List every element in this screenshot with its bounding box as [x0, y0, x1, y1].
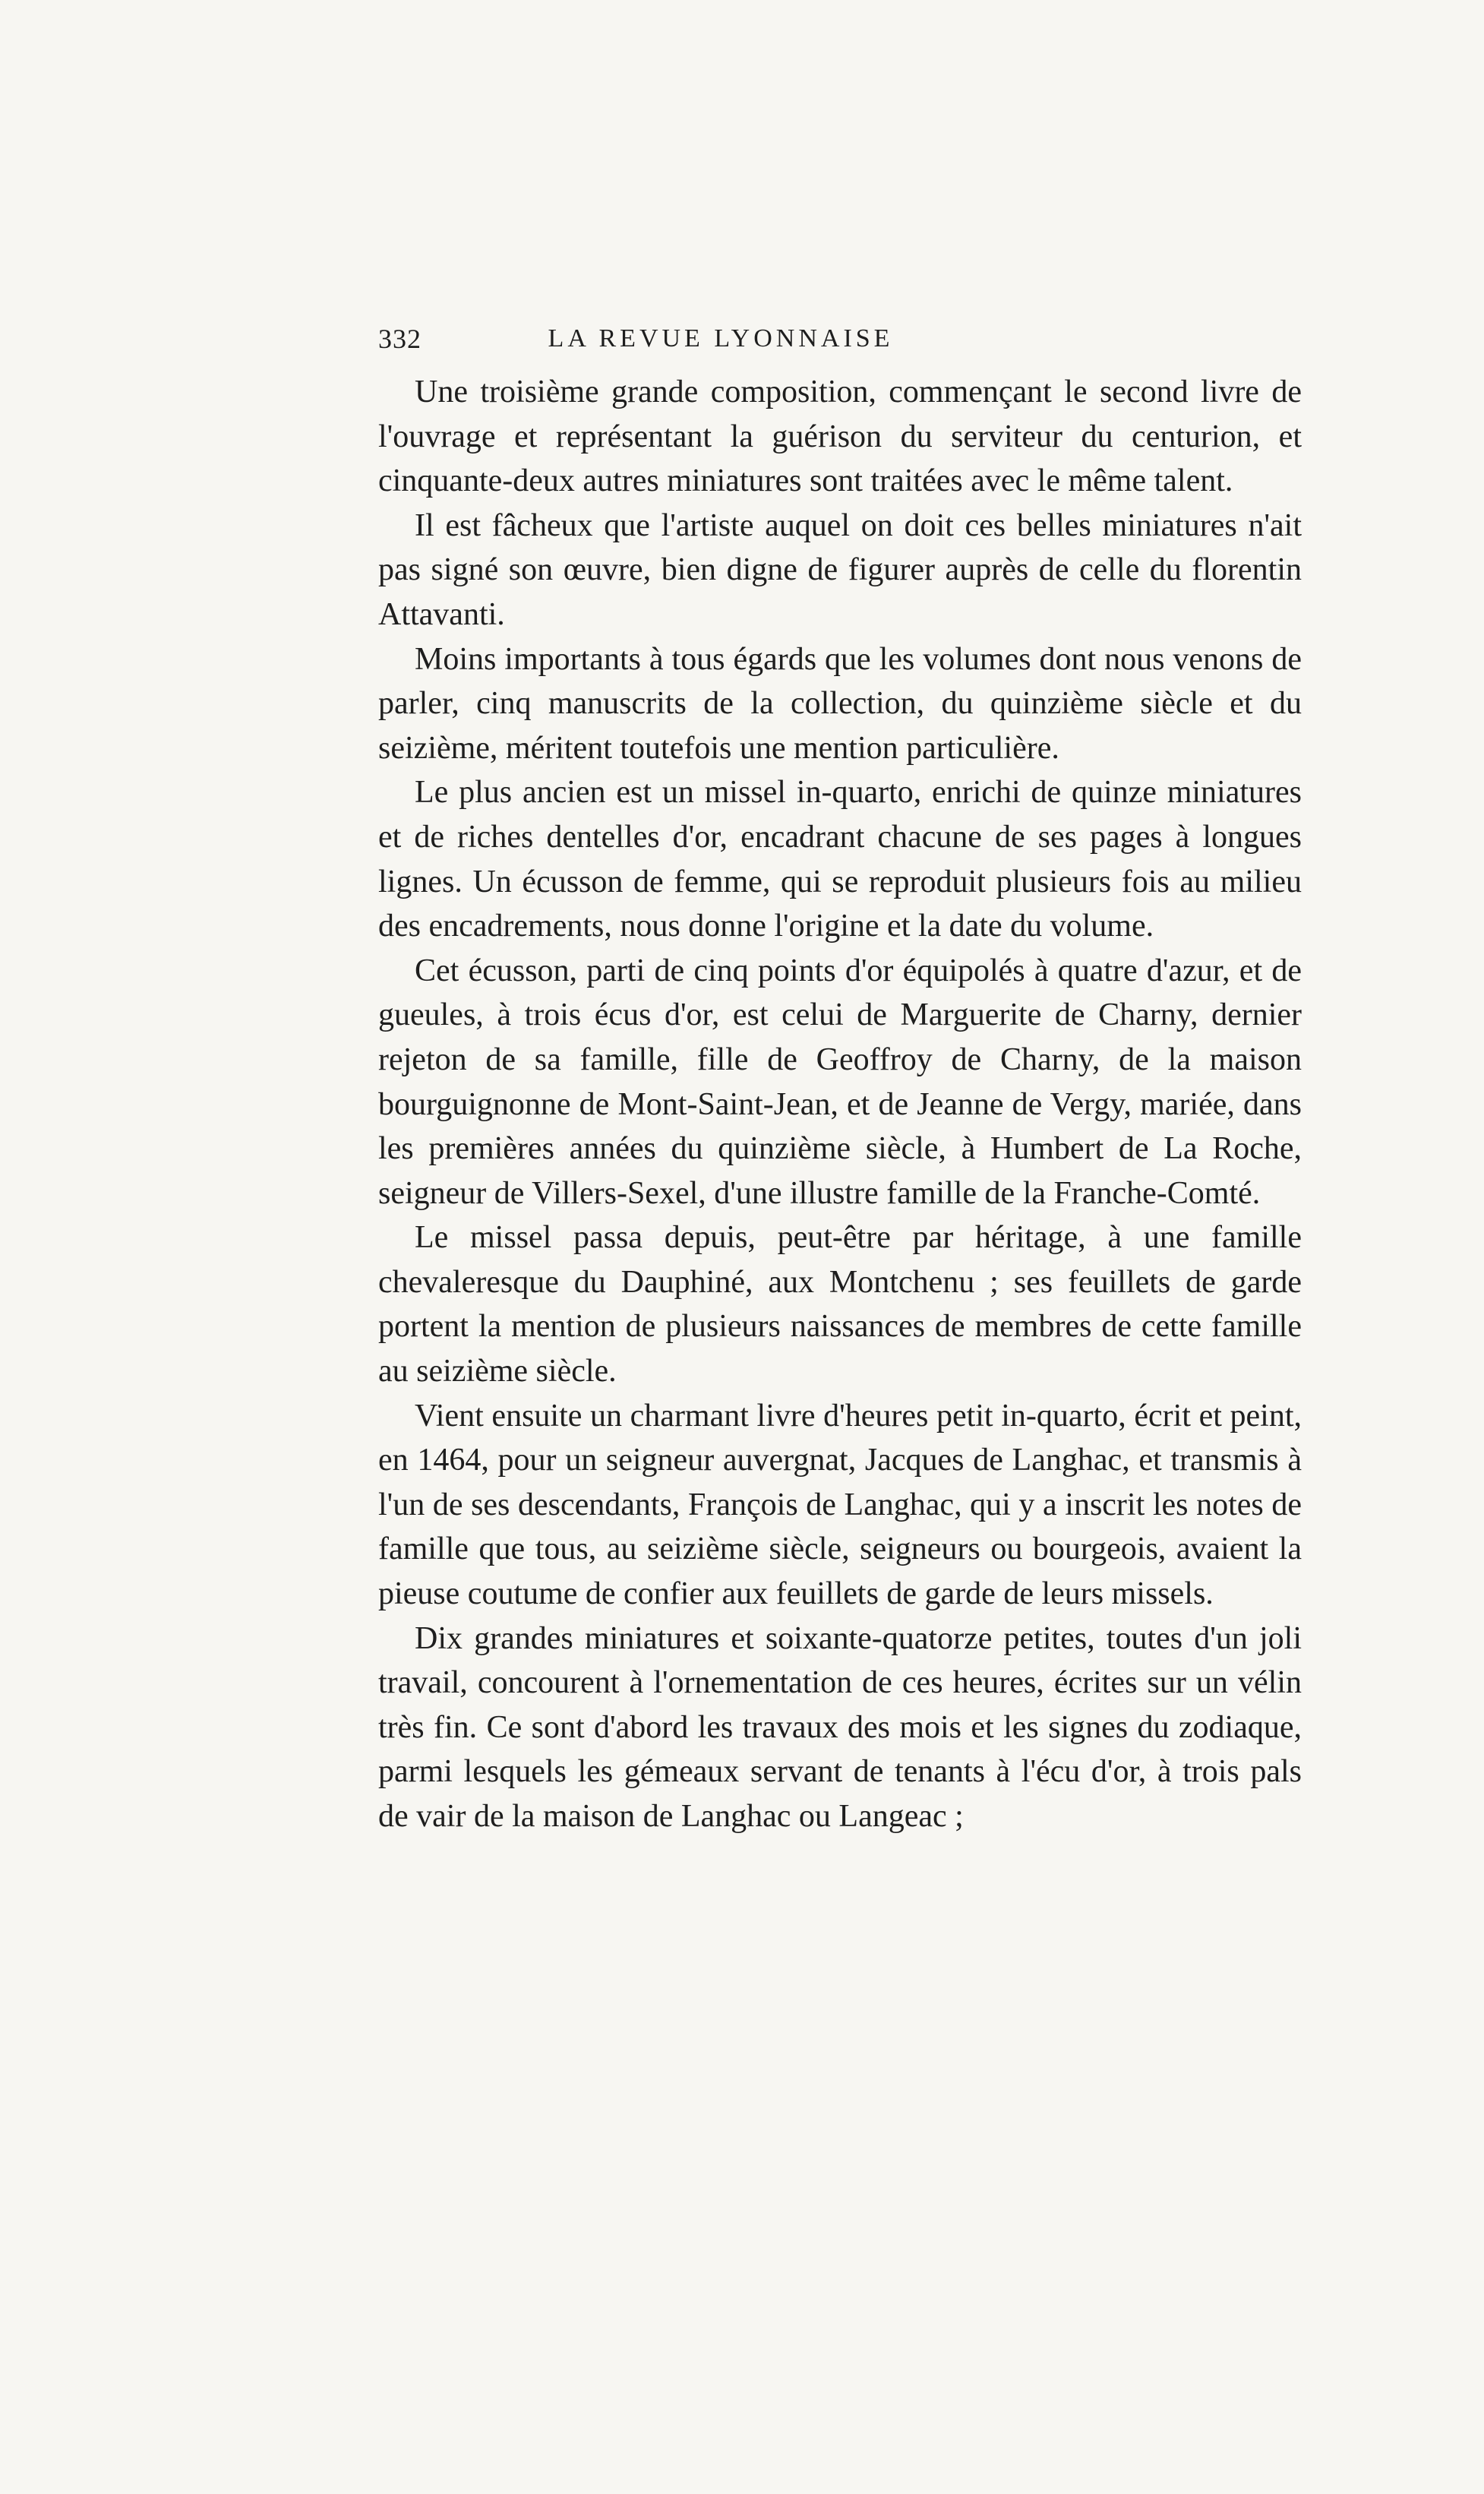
body-text — [378, 370, 1302, 1839]
paragraph: Dix grandes miniatures et soixante-quatorze petites, toutes d'un joli travail, concourent à l'ornementation de ces heures, écrites sur un vélin très fin. Ce sont d'abord les travaux des mois et les signes du zodiaque, parmi lesquels les gémeaux servant de tenants à l'écu d'or, à trois pals de vair de la maison de Langhac ou Langeac ; — [378, 1620, 1302, 1834]
paragraph: Cet écusson, parti de cinq points d'or équipolés à quatre d'azur, et de gueules, à trois écus d'or, est celui de Marguerite de Charny, dernier rejeton de sa famille, fille de Geoffroy de Charny, de la maison bourguignonne de Mont-Saint-Jean, et de Jeanne de Vergy, mariée, dans les premières années du quinzième siècle, à Humbert de La Roche, seigneur de Villers-Sexel, d'une illustre famille de la Franche-Comté. — [378, 953, 1302, 1211]
page-number: 332 — [378, 324, 422, 354]
paragraph: Moins importants à tous égards que les volumes dont nous venons de parler, cinq manuscrits de la collection, du quinzième siècle et du seizième, méritent toutefois une mention particulière. — [378, 641, 1302, 766]
paragraph: Il est fâcheux que l'artiste auquel on doit ces belles miniatures n'ait pas signé son œuvre, bien digne de figurer auprès de celle du florentin Attavanti. — [378, 507, 1302, 632]
paragraph: Le missel passa depuis, peut-être par héritage, à une famille chevaleresque du Dauphiné, aux Montchenu ; ses feuillets de garde portent la mention de plusieurs naissances de membres de cette famille au seizième siècle. — [378, 1220, 1302, 1389]
page-header — [378, 323, 1063, 361]
paragraph: Vient ensuite un charmant livre d'heures petit in-quarto, écrit et peint, en 1464, pour un seigneur auvergnat, Jacques de Langhac, et transmis à l'un de ses descendants, François de Langhac, qui y a inscrit les notes de famille que tous, au seizième siècle, seigneurs ou bourgeois, avaient la pieuse coutume de confier aux feuillets de garde de leurs missels. — [378, 1398, 1302, 1612]
running-title: LA REVUE LYONNAISE — [548, 324, 894, 352]
paragraph: Le plus ancien est un missel in-quarto, enrichi de quinze miniatures et de riches dentelles d'or, encadrant chacune de ses pages à longues lignes. Un écusson de femme, qui se reproduit plusieurs fois au milieu des encadrements, nous donne l'origine et la date du volume. — [378, 775, 1302, 944]
paragraph: Une troisième grande composition, commençant le second livre de l'ouvrage et représentant la guérison du serviteur du centurion, et cinquante-deux autres miniatures sont traitées avec le même talent. — [378, 375, 1302, 499]
